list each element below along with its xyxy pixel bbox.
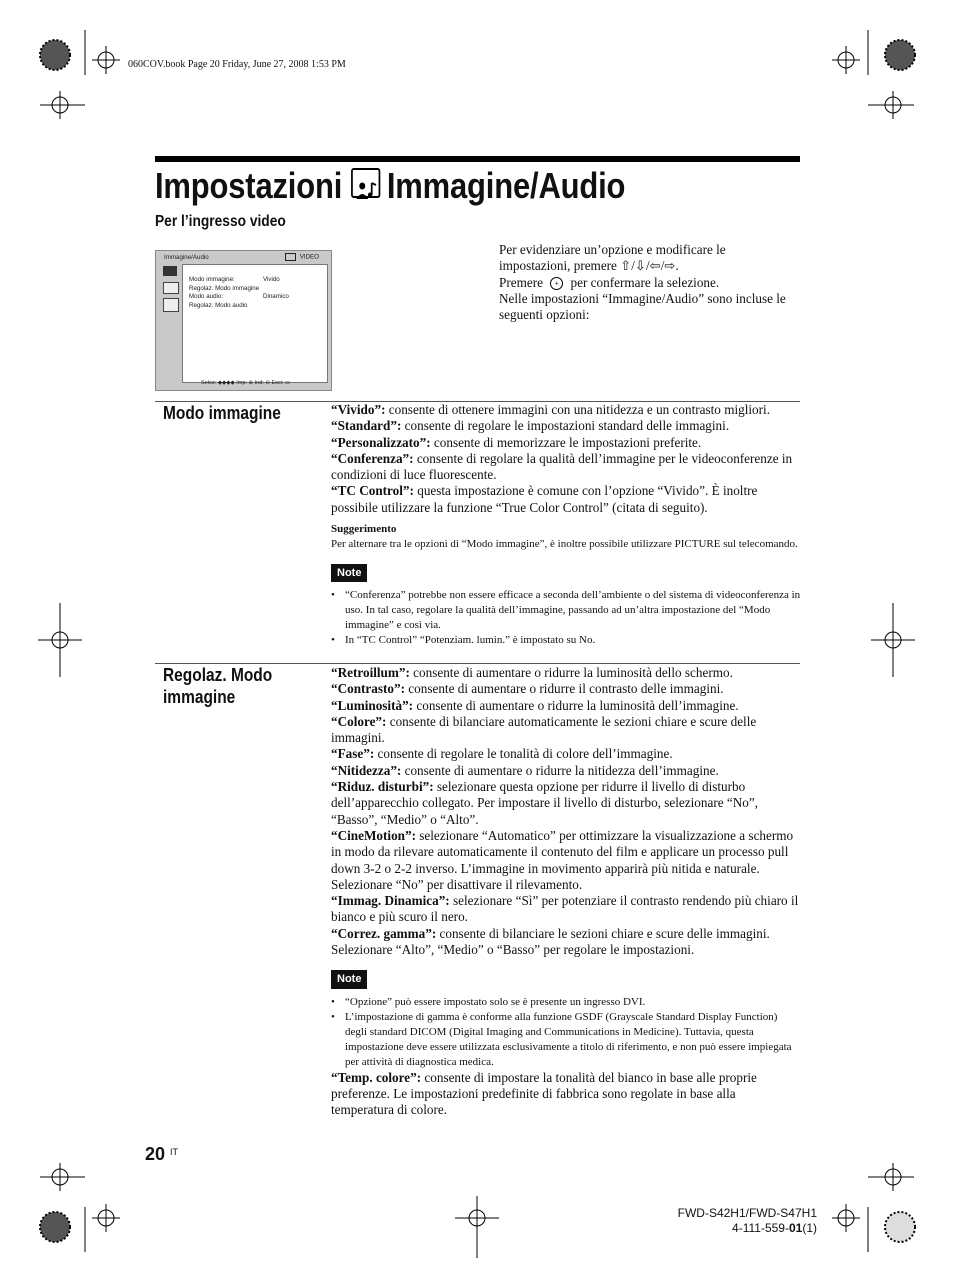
item-text: consente di aumentare o ridurre la luminosità dello schermo. [409,665,733,680]
title-part1: Impostazioni [155,165,343,207]
intro-line3: Nelle impostazioni “Immagine/Audio” sono incluse le seguenti opzioni: [499,290,786,323]
osd-row-label: Modo audio: [189,293,224,300]
osd-title: Immagine/Audio [164,254,209,261]
item-text: questa impostazione è comune con l’opzione “Vivido”. È inoltre possibile utilizzare la funzione “True Color Control” (citata di seguito). [331,483,758,515]
item-term: “Contrasto”: [331,681,405,697]
item-term: “Standard”: [331,418,402,434]
note-item: • “Conferenza” potrebbe non essere efficace a seconda dell’ambiente o del sistema di videoconferenza in uso. In tal caso, regolare la qualità dell’immagine, passando ad un’altra impostazione del “Modo immagine” e così via. [331,588,801,633]
item-term: “Temp. colore”: [331,1069,422,1085]
note-label: Note [331,564,367,582]
book-header-note: 060COV.book Page 20 Friday, June 27, 2008 1:53 PM [128,59,346,70]
osd-row-value: Vivido [263,276,280,283]
section1-item [331,483,801,516]
item-text: consente di aumentare o ridurre la nitidezza dell’immagine. [401,762,719,778]
item-term: “Vivido”: [331,402,386,417]
osd-row [189,285,289,294]
item-term: “Immag. Dinamica”: [331,893,450,909]
osd-input [285,253,319,262]
section1-item [331,418,801,434]
intro-text [499,242,799,323]
intro-line2b: per confermare la selezione. [570,274,720,290]
osd-footer: Selez: ◆◆◆◆ Imp: ⊕ Ind: ⊖ Esci: ▭ [201,380,291,386]
note-list [331,995,801,1070]
section2-body [331,665,801,1119]
code-suffix: (1) [802,1221,817,1235]
item-text: selezionare questa opzione per ridurre il livello di disturbo dell’apparecchio collegato. Per impostare il livello di disturbo, selezionare “No”, “Basso”, “Medio” o “Alto”. [331,779,758,827]
title-bar [155,156,800,162]
section2-item [331,828,801,893]
page-language: IT [170,1147,178,1157]
osd-setup-icon [163,298,179,312]
item-term: “Fase”: [331,746,375,762]
item-text: consente di bilanciare le sezioni chiare e scure delle immagini. Selezionare “Alto”, “Medio” o “Basso” per regolare le impostazioni. [331,925,770,958]
item-term: “Conferenza”: [331,450,414,466]
section2-item [331,698,801,714]
osd-input-label: VIDEO [299,253,319,261]
item-term: “Personalizzato”: [331,434,431,450]
note-item: • L’impostazione di gamma è conforme alla funzione GSDF (Grayscale Standard Display Function) degli standard DICOM (Digital Imaging and Communications in Medicine). Tuttavia, questa impostazione deve essere utilizzata esclusivamente a titolo di riferimento, e non può essere impiegata per attività di diagnostica medica. [331,1010,801,1070]
item-text: selezionare “Sì” per potenziare il contrasto rendendo più chiaro il bianco e più scuro il nero. [331,893,799,925]
osd-row-label: Regolaz. Modo immagine [189,284,260,292]
note-item: • “Opzione” può essere impostato solo se è presente un ingresso DVI. [331,995,801,1010]
item-term: “Colore”: [331,713,387,729]
item-text: consente di impostare la tonalità del bianco in base alle proprie preferenze. Le impostazioni predefinite di fabbrica sono regolate in base alla temperatura di colore. [331,1069,757,1118]
section-subtitle: Per l’ingresso video [155,213,286,230]
section2-title-line1: Regolaz. Modo [163,665,273,685]
page-number: 20 [145,1144,166,1164]
title-part2: Immagine/Audio [386,165,626,207]
note-item: • In “TC Control” “Potenziam. lumin.” è impostato su No. [331,633,801,648]
item-text: consente di aumentare o ridurre il contrasto delle immagini. [405,681,724,697]
code-prefix: 4-111-559- [732,1221,789,1235]
intro-line2 [499,275,799,291]
osd-row-label: Regolaz. Modo audio [189,301,248,309]
code-bold: 01 [788,1221,803,1235]
item-term: “Retroillum”: [331,665,410,680]
item-term: “Luminosità”: [331,697,414,713]
item-term: “Nitidezza”: [331,762,402,778]
osd-picture-icon [163,266,177,276]
note-list [331,588,801,648]
section2-item [331,1070,801,1119]
section2-item [331,893,801,926]
section2-item [331,763,801,779]
osd-row [189,293,289,302]
confirm-button-icon: + [550,277,563,290]
tip-title: Suggerimento [331,523,397,536]
section1-item [331,402,801,418]
item-text: consente di ottenere immagini con una nitidezza e un contrasto migliori. [385,402,770,417]
osd-screen-icon [163,282,179,294]
item-text: consente di bilanciare automaticamente le sezioni chiare e scure delle immagini. [331,713,757,746]
osd-row [189,302,289,311]
page-title [155,163,625,207]
section2-item [331,714,801,747]
section2-item [331,681,801,697]
osd-row-label: Modo immagine: [189,276,235,283]
tip-text: Per alternare tra le opzioni di “Modo immagine”, è inoltre possibile utilizzare PICTURE sul telecomando. [331,538,798,551]
document-code [678,1221,817,1236]
osd-panel [182,264,328,383]
section1-item [331,451,801,484]
section2-item [331,746,801,762]
section2-title [163,664,272,708]
section2-item [331,779,801,828]
item-term: “Riduz. disturbi”: [331,779,434,795]
osd-row-value: Dinamico [263,293,289,300]
item-text: selezionare “Automatico” per ottimizzare la visualizzazione a schermo in modo da rilevare automaticamente il contenuto del film e applicare un processo pull down 3-2 o 2-2 inverso. L’immagine in movimento apparirà più nitida e naturale. Selezionare “No” per disattivare il rilevamento. [331,827,794,892]
picture-audio-icon [351,168,380,198]
item-text: consente di regolare le tonalità di colore dell’immagine. [374,746,673,762]
item-text: consente di regolare le impostazioni standard delle immagini. [401,418,730,434]
intro-line1: Per evidenziare un’opzione e modificare le impostazioni, premere ⇧/⇩/⇦/⇨. [499,242,726,274]
item-text: consente di memorizzare le impostazioni preferite. [430,434,702,450]
intro-line2a: Premere [499,274,543,290]
section2-title-line2: immagine [163,687,236,707]
item-term: “TC Control”: [331,483,414,499]
section2-item [331,665,801,681]
osd-menu-screenshot [155,250,332,391]
section2-item [331,926,801,959]
osd-row [189,276,289,285]
section1-body [331,402,801,648]
item-term: “CineMotion”: [331,827,416,843]
section1-item [331,435,801,451]
section1-title: Modo immagine [163,403,281,423]
item-text: consente di regolare la qualità dell’immagine per le videoconferenze in condizioni di luce fluorescente. [331,450,793,483]
item-text: consente di aumentare o ridurre la luminosità dell’immagine. [413,697,739,713]
model-info [678,1206,817,1236]
note-label: Note [331,970,367,988]
item-term: “Correz. gamma”: [331,925,437,941]
model-name: FWD-S42H1/FWD-S47H1 [677,1206,817,1220]
